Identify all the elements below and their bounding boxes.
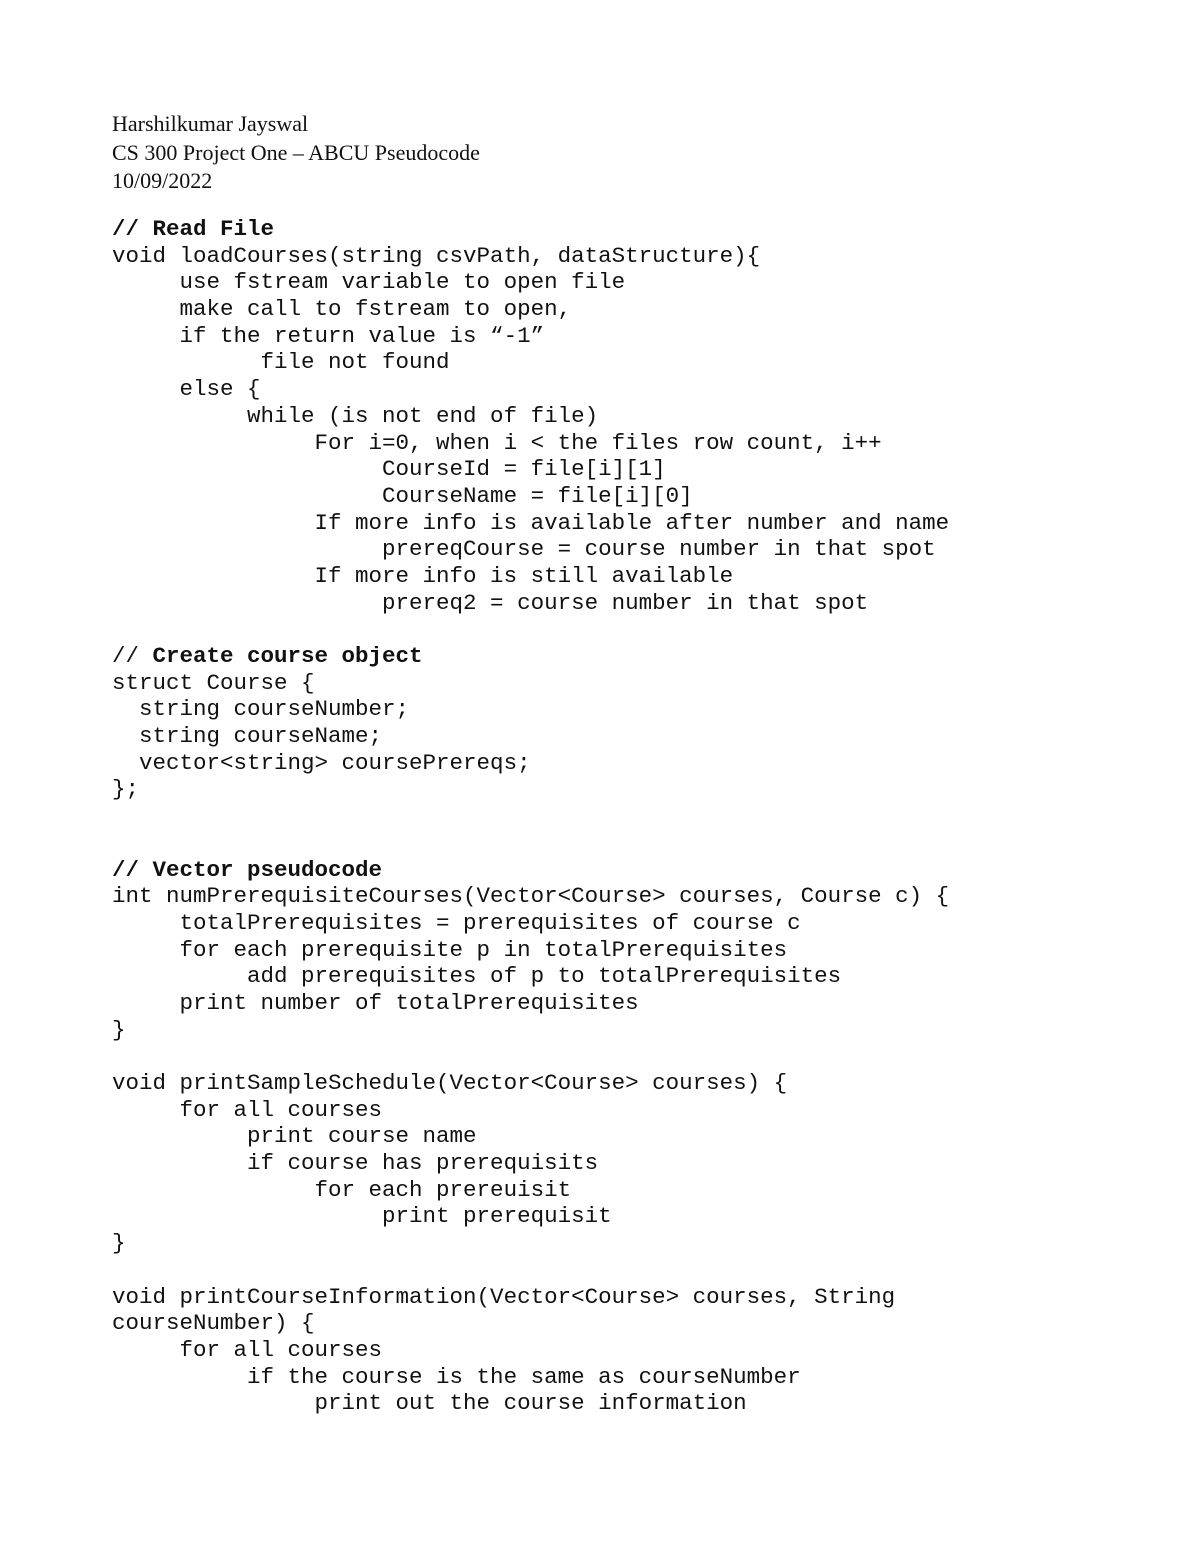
code-line xyxy=(112,1337,949,1364)
code-line xyxy=(112,990,949,1017)
code-line xyxy=(112,937,949,964)
code-text: void loadCourses(string csvPath, dataStructure){ xyxy=(112,242,761,269)
code-comment-heading xyxy=(112,643,949,670)
code-line xyxy=(112,750,949,777)
code-text: if the course is the same as courseNumber xyxy=(112,1363,801,1390)
code-text: use fstream variable to open file xyxy=(112,269,626,296)
code-line xyxy=(112,723,949,750)
code-comment-heading xyxy=(112,216,949,243)
code-line xyxy=(112,670,949,697)
code-text: Create course object xyxy=(152,643,423,669)
code-text: vector<string> coursePrereqs; xyxy=(112,749,531,776)
code-text: for each prerequisite p in totalPrerequisites xyxy=(112,936,788,963)
code-line xyxy=(112,1070,949,1097)
code-text: add prerequisites of p to totalPrerequisites xyxy=(112,963,842,990)
code-line xyxy=(112,963,949,990)
code-line xyxy=(112,536,949,563)
code-line xyxy=(112,910,949,937)
code-text: prereq2 = course number in that spot xyxy=(112,589,869,616)
code-text: for all courses xyxy=(112,1096,383,1123)
code-text: void printSampleSchedule(Vector<Course> courses) { xyxy=(112,1070,788,1096)
code-text: print number of totalPrerequisites xyxy=(112,989,639,1016)
code-line xyxy=(112,1043,949,1070)
code-text: courseNumber) { xyxy=(112,1310,315,1337)
code-line xyxy=(112,269,949,296)
code-line xyxy=(112,1017,949,1044)
code-line xyxy=(112,456,949,483)
code-text: If more info is available after number and name xyxy=(112,509,950,536)
code-line xyxy=(112,1390,949,1417)
code-text: } xyxy=(112,1230,126,1257)
code-line xyxy=(112,349,949,376)
document-header xyxy=(112,110,480,196)
code-text: struct Course { xyxy=(112,669,315,696)
code-comment-heading xyxy=(112,857,949,884)
code-line xyxy=(112,510,949,537)
pseudocode-block xyxy=(112,216,949,1417)
code-text: else { xyxy=(112,376,261,403)
code-line xyxy=(112,696,949,723)
code-text: print prerequisit xyxy=(112,1203,612,1230)
code-line xyxy=(112,296,949,323)
code-text: file not found xyxy=(112,349,450,376)
code-line xyxy=(112,776,949,803)
comment-prefix: // xyxy=(112,643,153,669)
code-line xyxy=(112,590,949,617)
code-text: }; xyxy=(112,776,140,803)
code-text: // Vector pseudocode xyxy=(112,856,383,883)
code-line xyxy=(112,1310,949,1337)
code-line xyxy=(112,1177,949,1204)
code-line xyxy=(112,830,949,857)
code-line xyxy=(112,376,949,403)
code-text: void printCourseInformation(Vector<Course> courses, String xyxy=(112,1283,896,1310)
code-line xyxy=(112,323,949,350)
code-line xyxy=(112,1097,949,1124)
code-text: make call to fstream to open, xyxy=(112,296,572,323)
code-text: string courseNumber; xyxy=(112,696,410,723)
author-name: Harshilkumar Jayswal xyxy=(112,111,309,136)
code-text: string courseName; xyxy=(112,723,383,750)
code-line xyxy=(112,883,949,910)
code-line xyxy=(112,483,949,510)
code-text: if course has prerequisits xyxy=(112,1150,599,1177)
code-text: CourseName = file[i][0] xyxy=(112,482,693,509)
code-text: if the return value is “-1” xyxy=(112,322,545,349)
code-line xyxy=(112,430,949,457)
code-text: CourseId = file[i][1] xyxy=(112,456,666,483)
code-text: print out the course information xyxy=(112,1390,747,1417)
code-text: For i=0, when i < the files row count, i++ xyxy=(112,429,882,456)
code-line xyxy=(112,1257,949,1284)
code-line xyxy=(112,803,949,830)
code-text: for all courses xyxy=(112,1336,383,1363)
code-line xyxy=(112,1150,949,1177)
code-text: If more info is still available xyxy=(112,562,734,589)
code-text: for each prereuisit xyxy=(112,1176,572,1203)
document-date: 10/09/2022 xyxy=(112,168,213,193)
code-line xyxy=(112,243,949,270)
code-text: // Read File xyxy=(112,216,275,242)
code-text: while (is not end of file) xyxy=(112,402,599,429)
code-text: print course name xyxy=(112,1123,477,1150)
code-line xyxy=(112,563,949,590)
code-line xyxy=(112,1364,949,1391)
code-line xyxy=(112,1230,949,1257)
code-line xyxy=(112,616,949,643)
code-line xyxy=(112,1123,949,1150)
code-line xyxy=(112,1284,949,1311)
code-text: prereqCourse = course number in that spot xyxy=(112,536,936,563)
code-text: totalPrerequisites = prerequisites of course c xyxy=(112,909,801,936)
document-title: CS 300 Project One – ABCU Pseudocode xyxy=(112,139,480,165)
code-text: int numPrerequisiteCourses(Vector<Course> courses, Course c) { xyxy=(112,883,950,910)
code-line xyxy=(112,403,949,430)
code-text: } xyxy=(112,1016,126,1043)
code-line xyxy=(112,1203,949,1230)
